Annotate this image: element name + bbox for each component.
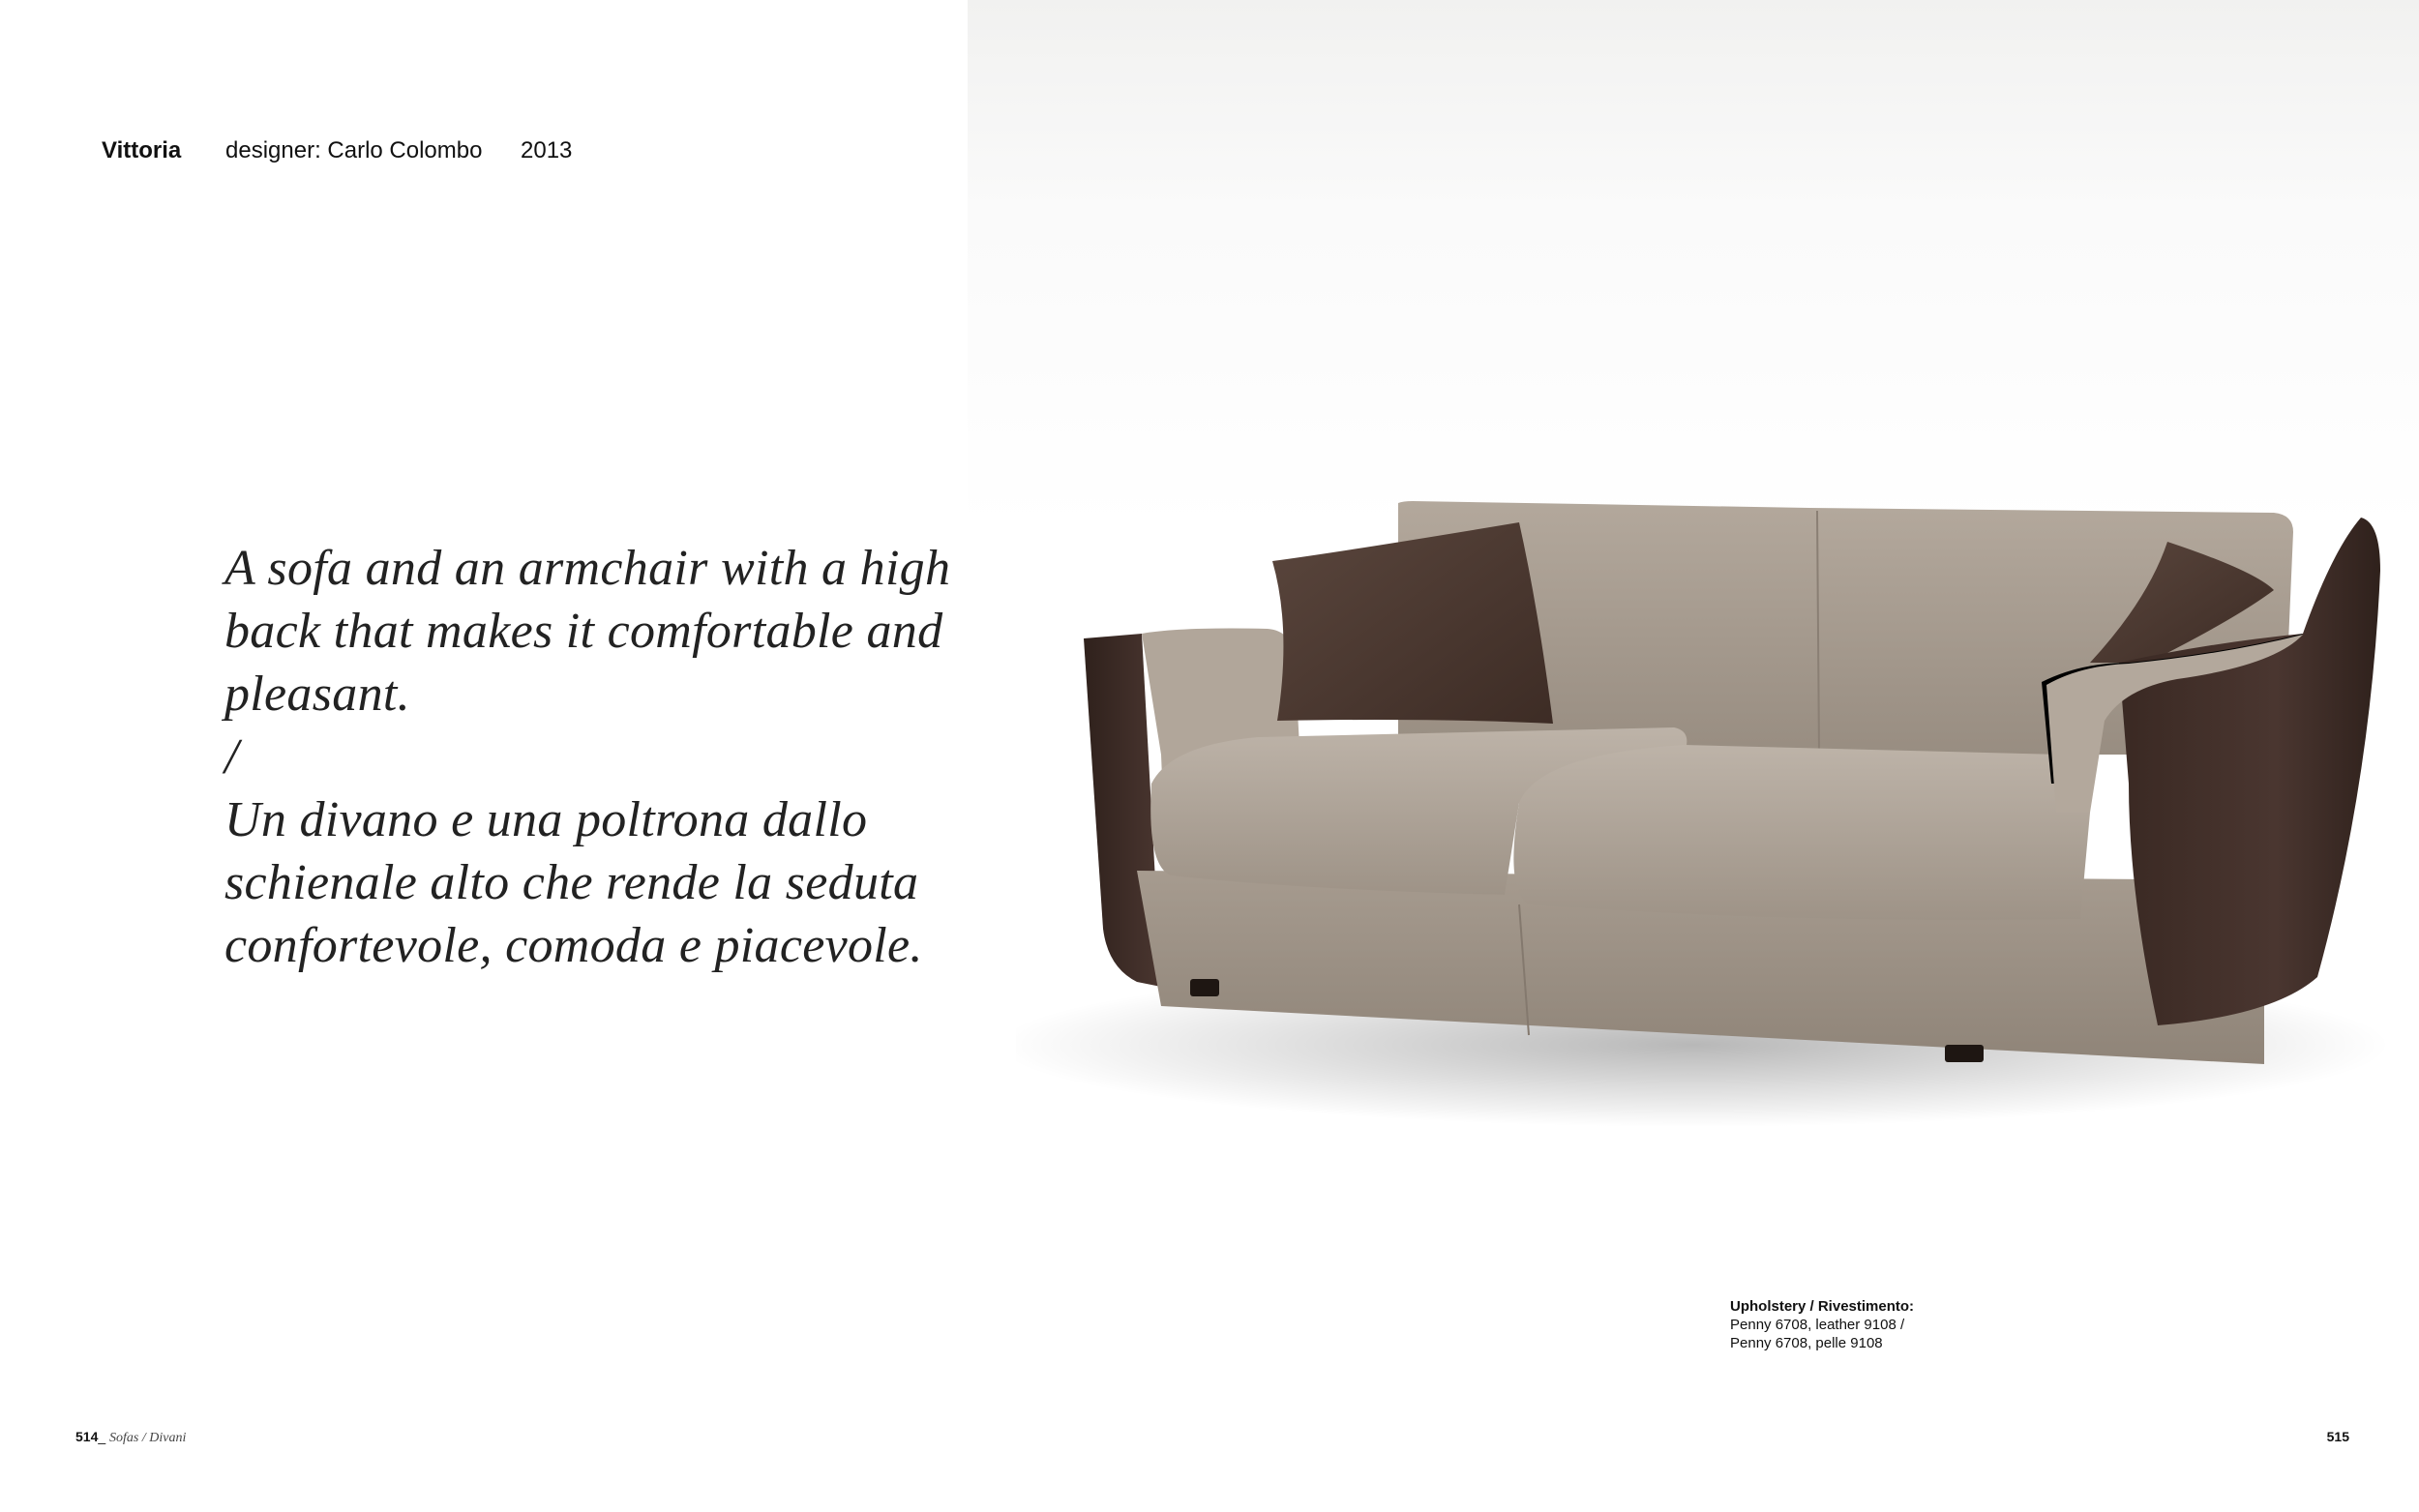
caption-line: Penny 6708, leather 9108 / <box>1730 1317 1905 1333</box>
folio-separator: _ <box>98 1429 106 1444</box>
description-line: schienale alto che rende la seduta <box>224 855 919 910</box>
description-line: Un divano e una poltrona dallo <box>224 792 868 847</box>
product-header <box>102 137 573 164</box>
product-description <box>224 537 951 977</box>
design-year: 2013 <box>521 137 573 163</box>
left-pillow <box>1272 522 1553 724</box>
description-line: A sofa and an armchair with a high <box>224 541 951 596</box>
right-page-number: 515 <box>2326 1429 2349 1444</box>
description-line: pleasant. <box>224 667 410 722</box>
left-page <box>0 0 968 1512</box>
upholstery-caption <box>1730 1297 1914 1352</box>
sofa-foot-right <box>1945 1045 1984 1062</box>
sofa-photo <box>1016 464 2419 1161</box>
sofa-foot-left <box>1190 979 1219 996</box>
description-line: back that makes it comfortable and <box>224 604 943 659</box>
caption-line: Penny 6708, pelle 9108 <box>1730 1335 1883 1351</box>
description-separator: / <box>224 729 239 785</box>
left-folio <box>75 1429 186 1446</box>
left-page-number: 514 <box>75 1429 99 1444</box>
product-name: Vittoria <box>102 137 182 163</box>
caption-title: Upholstery / Rivestimento: <box>1730 1298 1915 1315</box>
section-title: Sofas / Divani <box>109 1431 187 1445</box>
designer-credit: designer: Carlo Colombo <box>225 137 483 163</box>
description-line: confortevole, comoda e piacevole. <box>224 918 923 973</box>
seat-cushion-right <box>1513 745 2090 920</box>
